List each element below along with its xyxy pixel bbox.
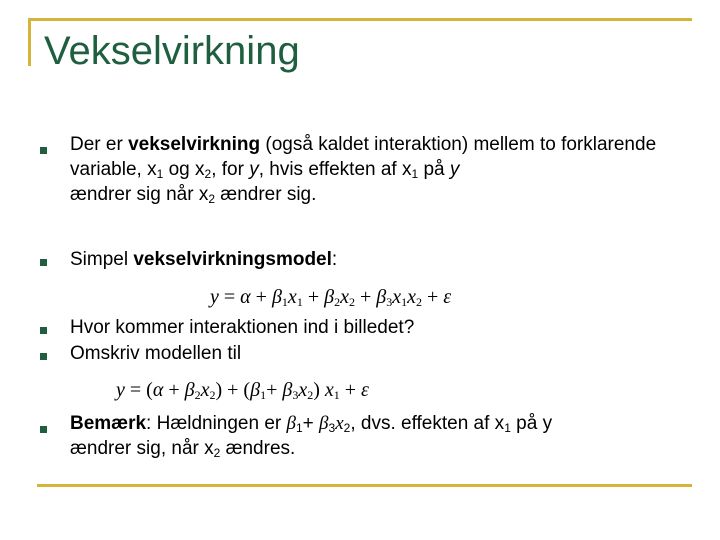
footer-rule xyxy=(37,484,692,487)
square-bullet-icon xyxy=(40,324,50,338)
square-bullet-icon xyxy=(40,256,50,270)
interaction-model-equation: $y = \alpha + \beta_1x_1 + \beta_2x_2 + \beta_3x_1x_2 + \varepsilon$ xyxy=(210,286,452,309)
bullet-remark: Bemærk: Hældningen er $\beta_1+ \beta_3x_2$, dvs. effekten af $x_1$ på y ændrer sig, når $x_2$ ændres. xyxy=(70,413,553,460)
square-bullet-icon xyxy=(40,423,50,437)
bullet-definition: Der er vekselvirkning (også kaldet interaktion) mellem to forklarende variable, $x_1$ og $x_2$, for y, hvis effekten af $x_1$ på y ændrer sig når $x_2$ ændrer sig. xyxy=(70,134,657,206)
square-bullet-icon xyxy=(40,350,50,364)
slide-title: Vekselvirkning xyxy=(44,29,300,73)
bullet-question: Hvor kommer interaktionen ind i billedet? xyxy=(70,317,415,338)
bullet-simple-model: Simpel vekselvirkningsmodel: xyxy=(70,249,338,270)
title-rule-horizontal xyxy=(28,18,692,21)
rewritten-model-equation: $y = (\alpha + \beta_2x_2) + (\beta_1+ \beta_3x_2)$ $x_1 + \varepsilon$ xyxy=(116,379,369,402)
title-rule-vertical xyxy=(28,18,31,66)
square-bullet-icon xyxy=(40,144,50,158)
bullet-rewrite: Omskriv modellen til xyxy=(70,343,242,364)
